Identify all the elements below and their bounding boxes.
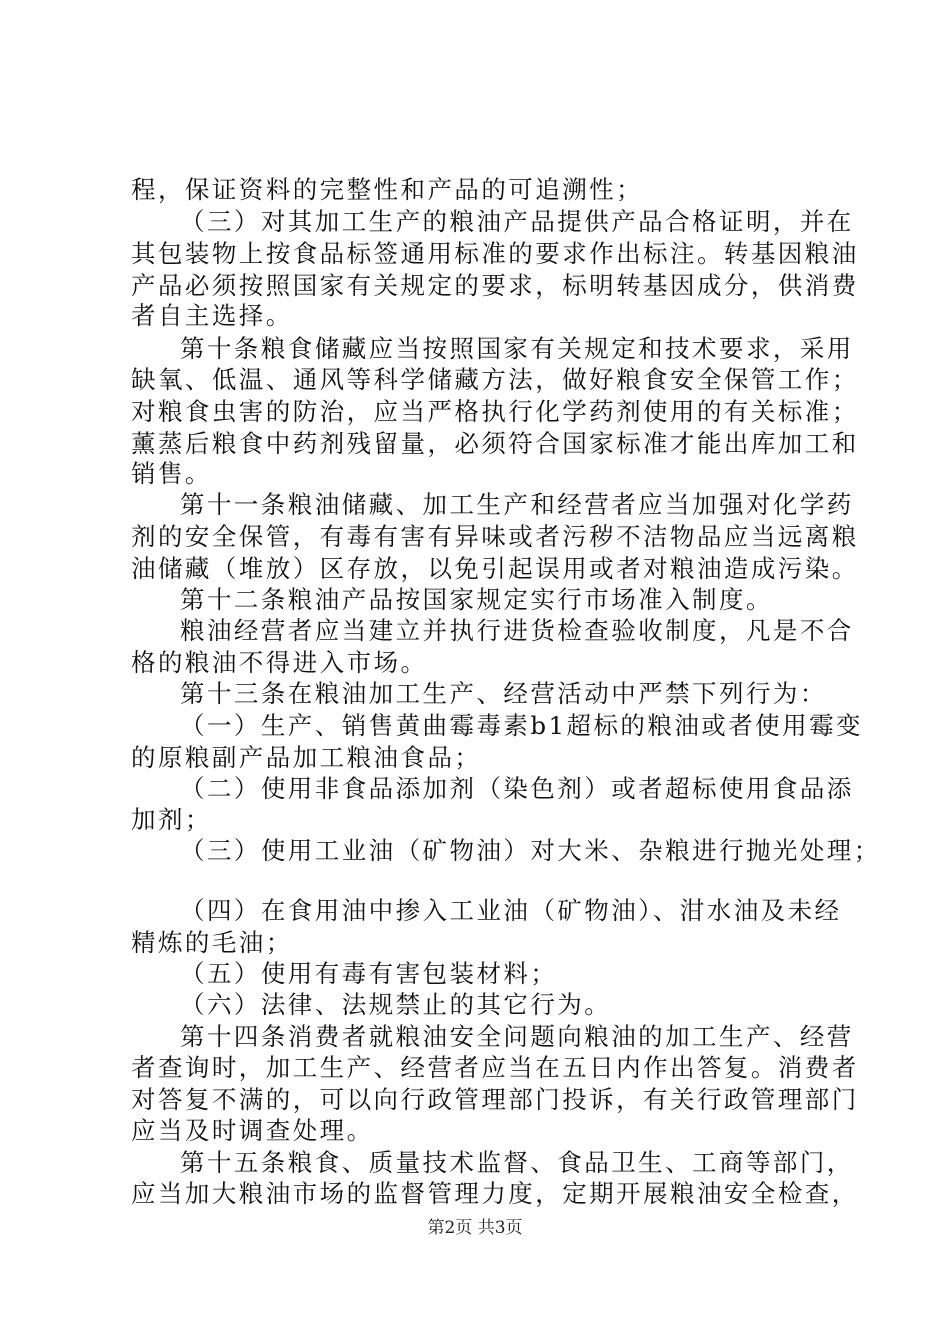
body-line: 第十二条粮油产品按国家规定实行市场准入制度。 <box>180 585 773 614</box>
body-line: 应当加大粮油市场的监督管理力度，定期开展粮油安全检查， <box>131 1179 859 1208</box>
body-line: 第十一条粮油储藏、加工生产和经营者应当加强对化学药 <box>180 490 854 519</box>
body-line: （三）使用工业油（矿物油）对大米、杂粮进行抛光处理； <box>180 836 881 865</box>
body-line: 粮油经营者应当建立并执行进货检查验收制度，凡是不合 <box>180 616 854 645</box>
body-line: 第十四条消费者就粮油安全问题向粮油的加工生产、经营 <box>180 1022 854 1051</box>
body-line: 精炼的毛油； <box>131 928 293 957</box>
body-line: （五）使用有毒有害包装材料； <box>180 959 558 988</box>
body-line: 对粮食虫害的防治，应当严格执行化学药剂使用的有关标准； <box>131 397 859 426</box>
body-line: 者自主选择。 <box>131 301 293 330</box>
page-number-footer: 第2页 共3页 <box>427 1218 523 1238</box>
body-line: 第十条粮食储藏应当按照国家有关规定和技术要求，采用 <box>180 334 854 363</box>
body-line: 缺氧、低温、通风等科学储藏方法，做好粮食安全保管工作； <box>131 365 859 394</box>
body-line: 第十五条粮食、质量技术监督、食品卫生、工商等部门， <box>180 1148 854 1177</box>
body-line: 油储藏（堆放）区存放，以免引起误用或者对粮油造成污染。 <box>131 554 859 583</box>
body-line: 第十三条在粮油加工生产、经营活动中严禁下列行为： <box>180 679 827 708</box>
body-line: 对答复不满的，可以向行政管理部门投诉，有关行政管理部门 <box>131 1085 859 1114</box>
body-line: 格的粮油不得进入市场。 <box>131 648 428 677</box>
body-line: 的原粮副产品加工粮油食品； <box>131 743 482 772</box>
body-line: 应当及时调查处理。 <box>131 1116 374 1145</box>
body-line: 其包装物上按食品标签通用标准的要求作出标注。转基因粮油 <box>131 239 859 268</box>
body-line: 产品必须按照国家有关规定的要求，标明转基因成分，供消费 <box>131 271 859 300</box>
body-line: （二）使用非食品添加剂（染色剂）或者超标使用食品添 <box>180 774 854 803</box>
body-line: （一）生产、销售黄曲霉毒素b1超标的粮油或者使用霉变 <box>180 711 863 740</box>
body-line: 加剂； <box>131 805 212 834</box>
body-line: 者查询时，加工生产、经营者应当在五日内作出答复。消费者 <box>131 1053 859 1082</box>
body-line: （四）在食用油中掺入工业油（矿物油）、泔水油及未经 <box>180 896 842 925</box>
body-line: 销售。 <box>131 459 212 488</box>
body-line: （三）对其加工生产的粮油产品提供产品合格证明，并在 <box>180 207 854 236</box>
body-line: 剂的安全保管，有毒有害有异味或者污秽不洁物品应当远离粮 <box>131 522 859 551</box>
body-line: （六）法律、法规禁止的其它行为。 <box>180 990 612 1019</box>
body-line: 薰蒸后粮食中药剂残留量，必须符合国家标准才能出库加工和 <box>131 429 859 458</box>
body-line: 程，保证资料的完整性和产品的可追溯性； <box>131 175 644 204</box>
